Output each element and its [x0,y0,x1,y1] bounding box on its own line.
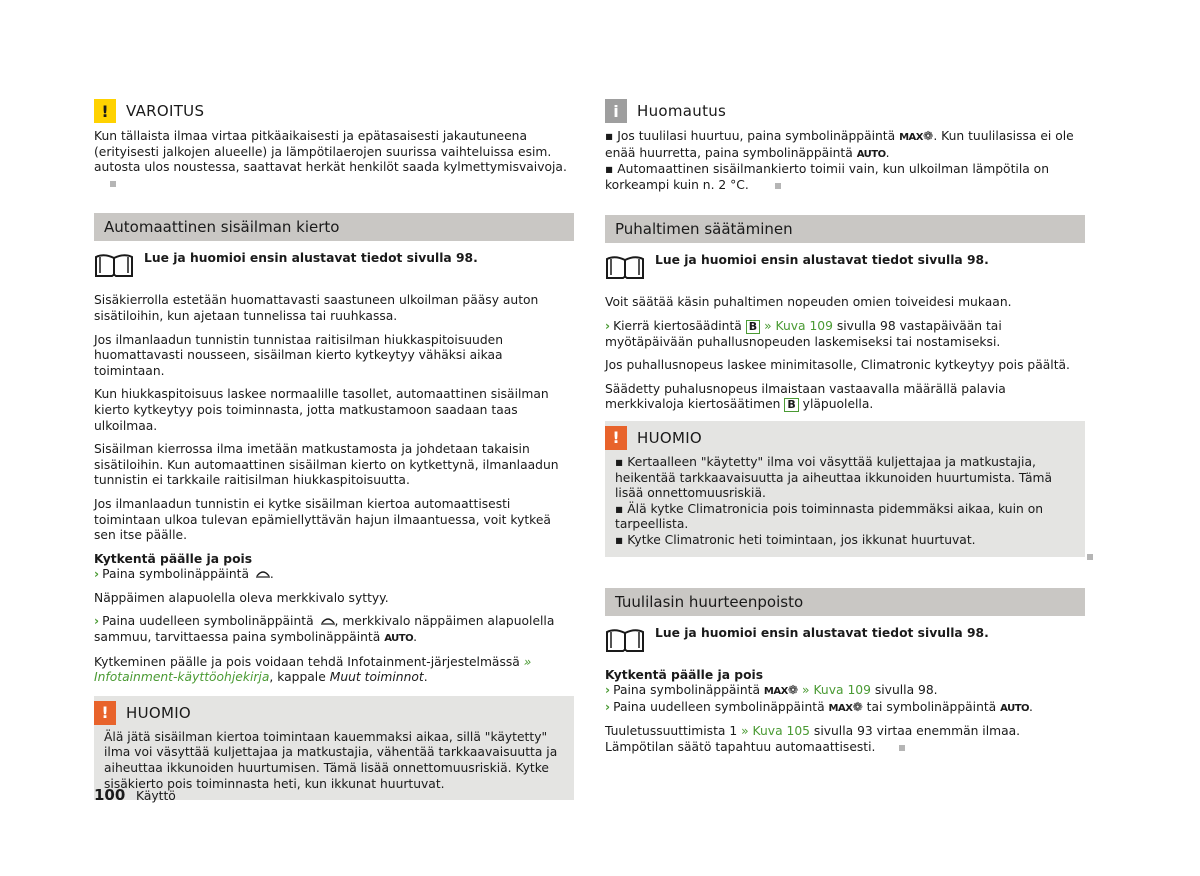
paragraph: Sisäilman kierrossa ilma imetään matkustamosta ja johdetaan takaisin sisätiloihin. Kun automaattinen sisäilman kierto on kytkettynä, ilmanlaadun tunnistin ei tarkkaile raitisilman hiukkaspitoisuutta. [94,442,559,488]
warning-text [94,129,574,191]
defrost-step-text: tai symbolinäppäintä [866,699,997,714]
defrost-step-text: sivulla 98. [874,683,938,698]
step-2-text-b: , merkkivalo näppäimen alapuolella sammuu, tarvittaessa paina symbolinäppäintä [94,614,555,645]
step-1: › Paina symbolinäppäintä . [94,567,274,582]
end-mark-icon [775,183,781,189]
note-item-1: ▪ Jos tuulilasi huurtuu, paina symbolinäppäintä MAX❁. Kun tuulilasissa ei ole enää huurretta, paina symbolinäppäintä AUTO. [605,129,1074,160]
book-icon [94,251,134,279]
warning-title: VAROITUS [126,102,205,120]
infotainment-text: Kytkeminen päälle ja pois voidaan tehdä Infotainment-järjestelmässä [94,654,520,669]
recirculation-icon [256,569,270,578]
auto-symbol-icon: AUTO [384,633,414,645]
step-1-text: Paina symbolinäppäintä [102,567,249,582]
paragraph: Sisäkierrolla estetään huomattavasti saastuneen ulkoilman pääsy auton sisätiloihin, kun ajetaan tunnelissa tai ruuhkassa. [94,293,539,323]
note-notice [605,98,1085,193]
book-icon [605,626,645,654]
caution-item-text: Kertaalleen "käytetty" ilma voi väsyttää kuljettajaa ja matkustajia, heikentää tarkkaavaisuutta ja aiheuttaa ikkunoiden huurtumista. Tämä lisää onnettomuusriskiä. [615,454,1053,501]
paragraph: Jos ilmanlaadun tunnistin ei kytke sisäilman kiertoa automaattisesti toimintaan ulkoa tulevan epämiellyttävän hajun ilmaantuessa, voit kytkeä sen itse päälle. [94,496,551,543]
warning-exclamation-icon: ! [94,99,116,123]
step-arrow-icon: › [94,614,100,629]
fan-step-text: Kierrä kiertosäädintä [613,318,742,333]
note-item-2: ▪ Automaattinen sisäilmankierto toimii vain, kun ulkoilman lämpötila on korkeampi kuin n. 2 °C. [605,162,1049,192]
caution-box [605,421,1085,557]
caution-item: ▪ Kertaalleen "käytetty" ilma voi väsyttää kuljettajaa ja matkustajia, heikentää tarkkaavaisuutta ja aiheuttaa ikkunoiden huurtumista. Tämä lisää onnettomuusriskiä. [615,454,1053,501]
warning-notice [94,98,574,191]
step-2-text-a: Paina uudelleen symbolinäppäintä [102,614,314,629]
defrost-step-1: › Paina symbolinäppäintä MAX❁ » Kuva 109 sivulla 98. [605,683,938,698]
max-defrost-icon: MAX [828,702,853,714]
step-arrow-icon: › [94,567,100,582]
step-2: › Paina uudelleen symbolinäppäintä , merkkivalo näppäimen alapuolella sammuu, tarvittaessa paina symbolinäppäintä AUTO. [94,614,555,645]
recirculation-icon [321,616,335,625]
auto-symbol-icon: AUTO [1000,702,1030,714]
infotainment-paragraph: Kytkeminen päälle ja pois voidaan tehdä Infotainment-järjestelmässä » Infotainment-käyttöohjekirja, kappale Muut toiminnot. [94,654,532,685]
warning-header [94,98,574,124]
page-number: 100 [94,786,126,804]
figure-109-link[interactable]: » Kuva 109 [764,318,833,333]
read-reference-text: Lue ja huomioi ensin alustavat tiedot sivulla 98. [655,625,989,640]
defrost-heading: Kytkentä päälle ja pois [605,667,764,682]
end-mark-icon [1087,554,1093,560]
section-title-defrost: Tuulilasin huurteenpoisto [605,588,1085,616]
max-defrost-icon: MAX [899,132,923,143]
step-arrow-icon: › [605,683,611,698]
caution-title: HUOMIO [637,428,703,447]
note-item-1-text: . Kun tuulilasissa ei ole enää huurretta, paina symbolinäppäintä [605,129,1074,160]
paragraph: Jos ilmanlaadun tunnistin tunnistaa raitisilman hiukkaspitoisuuden huomattavasti nousseen, sisäilman kierto kytkeytyy vähäksi aikaa toimintaan. [94,332,504,378]
paragraph: Kun hiukkaspitoisuus laskee normaalille tasollet, automaattinen sisäilman kierto kytkeytyy pois toiminnasta, jotta matkustamoon saadaan taas ulkoilmaa. [94,387,549,433]
right-column [605,98,1085,755]
note-title: Huomautus [637,102,727,120]
end-mark-icon [899,745,905,751]
read-reference [605,253,1085,281]
infotainment-manual-link[interactable]: » Infotainment-käyttöohjekirja [94,654,532,685]
paragraph [605,382,1085,413]
defrost-step-2: › Paina uudelleen symbolinäppäintä MAX❁ tai symbolinäppäintä AUTO. [605,699,1033,714]
caution-item-text: Älä kytke Climatronicia pois toiminnasta pidemmäksi aikaa, kuin on tarpeellista. [615,501,1044,532]
caution-header [605,425,1075,451]
caution-header [94,700,564,726]
note-item-1-text: Jos tuulilasi huurtuu, paina symbolinäppäintä [617,129,896,143]
figure-105-link[interactable]: » Kuva 105 [741,724,810,739]
paragraph: Jos puhallusnopeus laskee minimitasolle, Climatronic kytkeytyy pois päältä. [605,358,1070,373]
paragraph-text: yläpuolella. [802,397,874,412]
defrost-paragraph-text: sivulla 93 virtaa enemmän ilmaa. Lämpötilan säätö tapahtuu automaattisesti. [605,724,1021,754]
auto-symbol-icon: AUTO [856,148,886,160]
end-mark-icon [110,181,116,187]
note-item-2-text: Automaattinen sisäilmankierto toimii vain, kun ulkoilman lämpötila on korkeampi kuin n. 2 °C. [605,162,1049,192]
defrost-step-text: Paina symbolinäppäintä [613,683,760,698]
read-reference [94,251,574,279]
indicator-text: Näppäimen alapuolella oleva merkkivalo syttyy. [94,590,389,605]
figure-109-link[interactable]: » Kuva 109 [802,683,871,698]
defrost-step-text: Paina uudelleen symbolinäppäintä [613,699,825,714]
caution-text: Älä jätä sisäilman kiertoa toimintaan kauemmaksi aikaa, sillä "käytetty" ilma voi väsyttää kuljettajaa ja matkustajia, vähentää tarkkaavaisuutta ja aiheuttaa ikkunoiden huurtumisen. Tämä lisää onnettomuusriskiä. Kytke sisäkierto pois toiminnasta heti, kun ikkunat huurtuvat. [104,729,558,791]
fan-step-text: sivulla 98 vastapäivään tai myötäpäivään puhallusnopeuden laskemiseksi tai nostamiseksi. [605,318,1002,349]
note-header [605,98,1085,124]
caution-item-text: Kytke Climatronic heti toimintaan, jos ikkunat huurtuvat. [627,532,976,547]
defrost-paragraph [605,724,1085,755]
defrost-paragraph-text: Tuuletussuuttimista 1 [605,724,738,739]
step-arrow-icon: › [605,318,611,333]
read-reference-text: Lue ja huomioi ensin alustavat tiedot sivulla 98. [144,251,478,266]
caution-title: HUOMIO [126,703,192,722]
infotainment-text: , kappale [269,670,326,685]
switch-heading: Kytkentä päälle ja pois [94,551,253,566]
info-icon: i [605,99,627,123]
warning-text-body: Kun tällaista ilmaa virtaa pitkäaikaisesti ja epätasaisesti jakautuneena (erityisesti jalkojen alueelle) ja lämpötilaerojen suurissa vaihteluissa esim. autosta ulos noustessa, saattavat herkät henkilöt saada kylmettymisvaivoja. [94,129,567,175]
caution-item: ▪ Älä kytke Climatronicia pois toiminnasta pidemmäksi aikaa, kuin on tarpeellista. [615,501,1044,532]
step-arrow-icon: › [605,699,611,714]
paragraph-text: Säädetty puhalusnopeus ilmaistaan vastaavalla määrällä palavia merkkivaloja kiertosäätimen [605,381,1006,412]
read-reference-text: Lue ja huomioi ensin alustavat tiedot sivulla 98. [655,253,989,268]
knob-b-label: B [784,398,798,412]
left-column [94,98,574,800]
caution-exclamation-icon: ! [94,701,116,725]
section-title-fan: Puhaltimen säätäminen [605,215,1085,243]
caution-item: ▪ Kytke Climatronic heti toimintaan, jos ikkunat huurtuvat. [615,532,976,547]
infotainment-chapter: Muut toiminnot [329,670,424,685]
read-reference [605,626,1085,654]
fan-step [605,319,1085,350]
page-section-label: Käyttö [136,789,176,803]
knob-b-label: B [746,320,760,334]
section-title-recirculation: Automaattinen sisäilman kierto [94,213,574,241]
book-icon [605,253,645,281]
caution-box [94,696,574,800]
paragraph: Voit säätää käsin puhaltimen nopeuden omien toiveidesi mukaan. [605,295,1012,310]
caution-exclamation-icon: ! [605,426,627,450]
max-defrost-icon: MAX [763,686,788,698]
